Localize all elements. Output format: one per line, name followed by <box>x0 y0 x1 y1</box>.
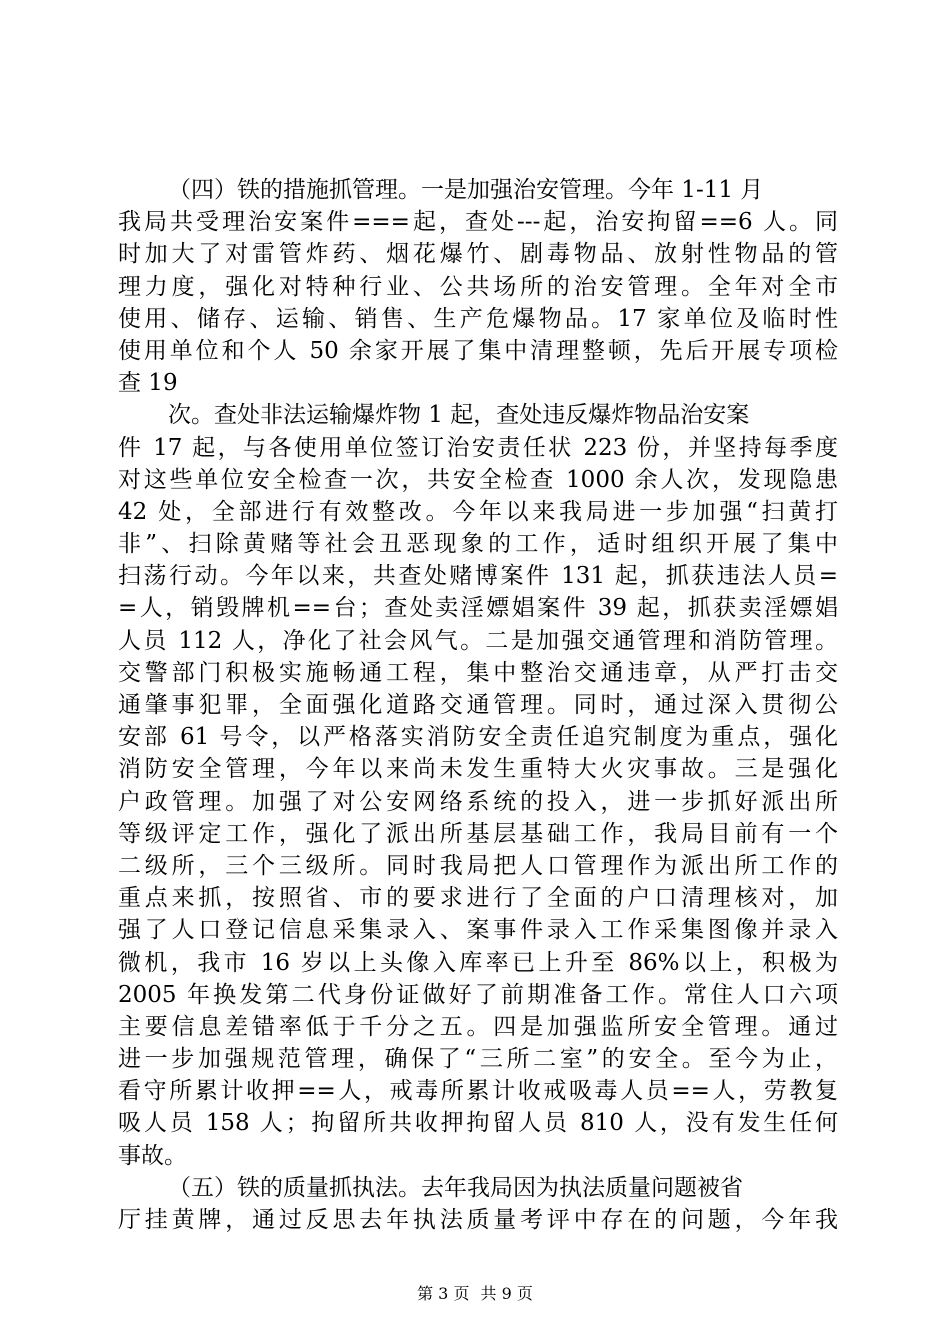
paragraph-line: 微机，我市 16 岁以上头像入库率已上升至 86%以上，积极为 <box>118 949 838 976</box>
paragraph-line: =人，销毁牌机==台；查处卖淫嫖娼案件 39 起，抓获卖淫嫖娼 <box>118 595 838 622</box>
paragraph-line: 吸人员 158 人；拘留所共收押拘留人员 810 人，没有发生任何 <box>118 1110 838 1137</box>
paragraph-line: 厅挂黄牌，通过反思去年执法质量考评中存在的问题，今年我 <box>118 1207 838 1233</box>
paragraph-line: 重点来抓，按照省、市的要求进行了全面的户口清理核对，加 <box>118 885 838 912</box>
paragraph-line: 安部 61 号令，以严格落实消防安全责任追究制度为重点，强化 <box>118 724 838 751</box>
paragraph-line: 次。查处非法运输爆炸物 1 起，查处违反爆炸物品治安案 <box>168 402 750 429</box>
paragraph-line: 进一步加强规范管理，确保了“三所二室”的安全。至今为止， <box>118 1046 838 1073</box>
paragraph-line: 等级评定工作，强化了派出所基层基础工作，我局目前有一个 <box>118 820 838 847</box>
paragraph-line: 件 17 起，与各使用单位签订治安责任状 223 份，并坚持每季度 <box>118 434 838 461</box>
paragraph-line: 时加大了对雷管炸药、烟花爆竹、剧毒物品、放射性物品的管 <box>118 241 838 268</box>
paragraph-line: 42 处，全部进行有效整改。今年以来我局进一步加强“扫黄打 <box>118 498 838 525</box>
paragraph-line: 事故。 <box>118 1142 187 1169</box>
paragraph-line: 扫荡行动。今年以来，共查处赌博案件 131 起，抓获违法人员= <box>118 563 838 590</box>
paragraph-line: 户政管理。加强了对公安网络系统的投入，进一步抓好派出所 <box>118 788 838 815</box>
paragraph-line: 人员 112 人，净化了社会风气。二是加强交通管理和消防管理。 <box>118 627 838 654</box>
paragraph-line: 使用、储存、运输、销售、生产危爆物品。17 家单位及临时性 <box>118 305 838 332</box>
paragraph-line: 消防安全管理，今年以来尚未发生重特大火灾事故。三是强化 <box>118 756 838 783</box>
paragraph-line: 对这些单位安全检查一次，共安全检查 1000 余人次，发现隐患 <box>118 466 838 493</box>
paragraph-line: 2005 年换发第二代身份证做好了前期准备工作。常住人口六项 <box>118 981 838 1008</box>
paragraph-line: 交警部门积极实施畅通工程，集中整治交通违章，从严打击交 <box>118 659 838 686</box>
page-footer <box>0 1284 950 1304</box>
paragraph-line: 使用单位和个人 50 余家开展了集中清理整顿，先后开展专项检 <box>118 337 838 364</box>
paragraph-line: （四）铁的措施抓管理。一是加强治安管理。今年 1-11 月 <box>168 177 764 203</box>
paragraph-line: （五）铁的质量抓执法。去年我局因为执法质量问题被省 <box>168 1174 743 1201</box>
page-number: 第 3 页 <box>417 1284 470 1303</box>
paragraph-line: 二级所，三个三级所。同时我局把人口管理作为派出所工作的 <box>118 852 838 879</box>
paragraph-line: 非”、扫除黄赌等社会丑恶现象的工作，适时组织开展了集中 <box>118 531 838 558</box>
paragraph-line: 强了人口登记信息采集录入、案事件录入工作采集图像并录入 <box>118 917 838 944</box>
paragraph-line: 查 19 <box>118 370 178 397</box>
paragraph-line: 理力度，强化对特种行业、公共场所的治安管理。全年对全市 <box>118 273 838 300</box>
paragraph-line: 我局共受理治安案件===起，查处---起，治安拘留==6 人。同 <box>118 209 838 236</box>
paragraph-line: 通肇事犯罪，全面强化道路交通管理。同时，通过深入贯彻公 <box>118 692 838 718</box>
page-total: 共 9 页 <box>480 1284 533 1303</box>
paragraph-line: 主要信息差错率低于千分之五。四是加强监所安全管理。通过 <box>118 1013 838 1040</box>
paragraph-line: 看守所累计收押==人，戒毒所累计收戒吸毒人员==人，劳教复 <box>118 1078 838 1105</box>
document-body <box>118 174 838 1236</box>
